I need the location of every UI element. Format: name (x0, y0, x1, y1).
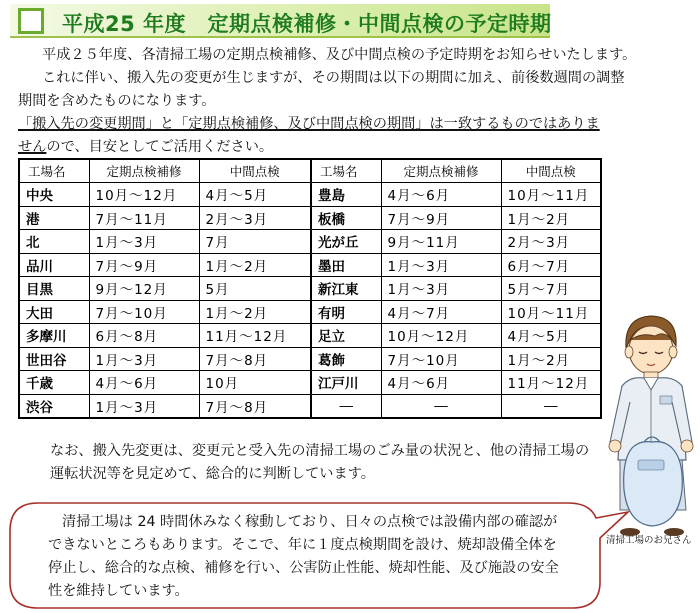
bubble-line-4: 性を維持しています。 (48, 583, 189, 599)
interim-inspection-cell: 2月～3月 (501, 230, 601, 254)
bubble-line-3: 停止し、総合的な点検、補修を行い、公害防止性能、焼却性能、及び施設の安全 (48, 560, 559, 576)
regular-inspection-cell: 6月～8月 (89, 324, 199, 348)
interim-inspection-cell: 11月～12月 (199, 324, 311, 348)
plant-name-cell: 豊島 (311, 183, 381, 207)
interim-inspection-cell: 10月～11月 (501, 300, 601, 324)
interim-inspection-cell: 1月～2月 (501, 347, 601, 371)
intro-highlight-1: 「搬入先の変更期間」と「定期点検補修、及び中間点検の期間」は一致するものではありま (18, 116, 600, 132)
plant-name-cell: 渋谷 (19, 394, 89, 418)
interim-inspection-cell: 7月～8月 (199, 394, 311, 418)
plant-name-cell: 北 (19, 230, 89, 254)
regular-inspection-cell: 10月～12月 (89, 183, 199, 207)
plant-name-cell: 世田谷 (19, 347, 89, 371)
interim-inspection-cell: 5月～7月 (501, 277, 601, 301)
intro-line-5: ので、目安としてご活用ください。 (46, 139, 274, 155)
note-line-1: なお、搬入先変更は、変更元と受入先の清掃工場のごみ量の状況と、他の清掃工場の (50, 443, 590, 459)
interim-inspection-cell: 1月～2月 (199, 300, 311, 324)
page-title: 平成25 年度 定期点検補修・中間点検の予定時期 (62, 12, 552, 36)
regular-inspection-cell: 4月～7月 (381, 300, 501, 324)
bubble-text (48, 511, 608, 603)
regular-inspection-cell: 7月～10月 (381, 347, 501, 371)
plant-name-cell: 中央 (19, 183, 89, 207)
plant-name-cell: 多摩川 (19, 324, 89, 348)
interim-inspection-cell: 7月 (199, 230, 311, 254)
regular-inspection-cell: ― (381, 394, 501, 418)
character-caption: 清掃工場のお兄さん (606, 535, 692, 546)
interim-inspection-cell: 10月 (199, 371, 311, 395)
plant-name-cell: 大田 (19, 300, 89, 324)
header-regular-inspection: 定期点検補修 (89, 159, 199, 183)
interim-inspection-cell: 1月～2月 (501, 206, 601, 230)
plant-name-cell: 千歳 (19, 371, 89, 395)
regular-inspection-cell: 7月～9月 (381, 206, 501, 230)
regular-inspection-cell: 10月～12月 (381, 324, 501, 348)
interim-inspection-cell: 4月～5月 (199, 183, 311, 207)
intro-line-3: 期間を含めたものになります。 (18, 93, 216, 109)
header-plant-name: 工場名 (19, 159, 89, 183)
plant-name-cell: 江戸川 (311, 371, 381, 395)
interim-inspection-cell: 2月～3月 (199, 206, 311, 230)
interim-inspection-cell: 1月～2月 (199, 253, 311, 277)
regular-inspection-cell: 4月～6月 (381, 183, 501, 207)
regular-inspection-cell: 7月～11月 (89, 206, 199, 230)
plant-name-cell: 光が丘 (311, 230, 381, 254)
plant-name-cell: 港 (19, 206, 89, 230)
regular-inspection-cell: 1月～3月 (381, 253, 501, 277)
regular-inspection-cell: 1月～3月 (89, 347, 199, 371)
interim-inspection-cell: 7月～8月 (199, 347, 311, 371)
plant-name-cell: 品川 (19, 253, 89, 277)
interim-inspection-cell: ― (501, 394, 601, 418)
interim-inspection-cell: 5月 (199, 277, 311, 301)
plant-name-cell: 足立 (311, 324, 381, 348)
regular-inspection-cell: 1月～3月 (89, 230, 199, 254)
plant-name-cell: 目黒 (19, 277, 89, 301)
regular-inspection-cell: 1月～3月 (89, 394, 199, 418)
plant-name-cell: 板橋 (311, 206, 381, 230)
interim-inspection-cell: 10月～11月 (501, 183, 601, 207)
interim-inspection-cell: 11月～12月 (501, 371, 601, 395)
regular-inspection-cell: 4月～6月 (89, 371, 199, 395)
interim-inspection-cell: 4月～5月 (501, 324, 601, 348)
regular-inspection-cell: 9月～12月 (89, 277, 199, 301)
intro-line-2: これに伴い、搬入先の変更が生じますが、その期間は以下の期間に加え、前後数週間の調整 (42, 70, 625, 86)
bubble-line-1: 清掃工場は 24 時間休みなく稼動しており、日々の点検では設備内部の確認が (62, 514, 558, 530)
header-interim-inspection: 中間点検 (501, 159, 601, 183)
header-regular-inspection: 定期点検補修 (381, 159, 501, 183)
note-line-2: 運転状況等を見定めて、総合的に判断しています。 (50, 466, 375, 482)
plant-name-cell: 新江東 (311, 277, 381, 301)
header-plant-name: 工場名 (311, 159, 381, 183)
bubble-line-2: できないところもあります。そこで、年に１度点検期間を設け、焼却設備全体を (48, 537, 557, 553)
regular-inspection-cell: 1月～3月 (381, 277, 501, 301)
plant-name-cell: 墨田 (311, 253, 381, 277)
interim-inspection-cell: 6月～7月 (501, 253, 601, 277)
header-interim-inspection: 中間点検 (199, 159, 311, 183)
plant-name-cell: 有明 (311, 300, 381, 324)
plant-name-cell: 葛飾 (311, 347, 381, 371)
regular-inspection-cell: 9月～11月 (381, 230, 501, 254)
intro-line-1: 平成２５年度、各清掃工場の定期点検補修、及び中間点検の予定時期をお知らせいたします。 (42, 47, 637, 63)
regular-inspection-cell: 7月～9月 (89, 253, 199, 277)
regular-inspection-cell: 7月～10月 (89, 300, 199, 324)
worker-character-icon (600, 310, 700, 540)
regular-inspection-cell: 4月～6月 (381, 371, 501, 395)
plant-name-cell: ― (311, 394, 381, 418)
intro-highlight-2: せん (18, 139, 47, 155)
